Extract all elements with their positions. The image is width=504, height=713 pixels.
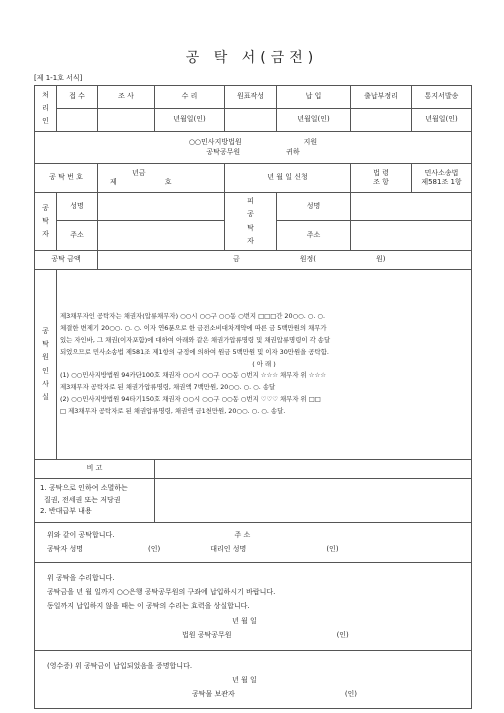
depositee-address-label: 주소 xyxy=(277,221,351,251)
court-block xyxy=(35,132,472,164)
remarks-field[interactable] xyxy=(155,460,472,479)
deposit-form xyxy=(34,85,472,709)
cell-receipt[interactable] xyxy=(57,109,98,132)
signature-block: 위와 같이 공탁합니다. 주 소 공탁자 성명 (인) 대리인 성명 (인) xyxy=(35,523,472,563)
remarks-label: 비 고 xyxy=(35,460,155,479)
header-cashbook: 출납부정리 xyxy=(351,86,412,109)
agent-signature[interactable]: 대리인 성명 xyxy=(210,544,247,553)
header-investigation: 조 사 xyxy=(98,86,155,109)
law-label: 법 령 조 항 xyxy=(351,164,412,193)
receipt-block: (영수증) 위 공탁금이 납입되었음을 증명합니다. 년 월 일 공탁물 보관자 (인) xyxy=(35,651,472,709)
court-honorific: 귀하 xyxy=(286,147,300,156)
court-name: ○○민사지방법원 xyxy=(188,138,242,147)
processing-side-label: 처 리 인 xyxy=(35,86,57,132)
form-number: [제 1-1호 서식] xyxy=(34,74,83,82)
acceptance-block: 위 공탁을 수리합니다. 공탁금을 년 월 일까지 ○○은행 공탁공무원의 구좌에 납입하시기 바랍니다. 동일까지 납입하지 않을 때는 이 공탁의 수리는 효력을 상실합니다. 년 월 일 법원 공탁공무원 (인) xyxy=(35,563,472,651)
deposit-number-label: 공 탁 번 호 xyxy=(35,164,98,193)
depositor-side-label: 공 탁 자 xyxy=(35,193,57,251)
page-title: 공 탁 서(금전) xyxy=(185,50,319,66)
depositor-address-field[interactable] xyxy=(98,221,225,251)
cell-investigation[interactable] xyxy=(98,109,155,132)
header-ledger: 원표작성 xyxy=(225,86,277,109)
notice-date[interactable]: 년월일(인) xyxy=(412,109,472,132)
remarks-detail-field[interactable] xyxy=(155,479,472,523)
depositor-name-field[interactable] xyxy=(98,193,225,221)
payment-date[interactable]: 년월일(인) xyxy=(277,109,351,132)
custodian: 공탁물 보관자 xyxy=(192,689,235,698)
amount-field[interactable]: 금 원정( 원) xyxy=(98,251,472,270)
depositor-name-label: 성명 xyxy=(57,193,98,221)
cell-cashbook[interactable] xyxy=(351,109,412,132)
remarks-items: 1. 공탁으로 인하여 소멸하는 질권, 전세권 또는 저당권 2. 반대급부 내용 xyxy=(35,479,155,523)
deposit-number-field[interactable]: 년금 제 호 xyxy=(98,164,225,193)
header-payment: 납 입 xyxy=(277,86,351,109)
depositor-address-label: 주소 xyxy=(57,221,98,251)
court-branch: 지원 xyxy=(303,138,318,147)
header-receipt: 접 수 xyxy=(57,86,98,109)
depositee-name-label: 성명 xyxy=(277,193,351,221)
header-notice: 통지서발송 xyxy=(412,86,472,109)
cell-ledger[interactable] xyxy=(225,109,277,132)
depositee-address-field[interactable] xyxy=(351,221,472,251)
depositee-name-field[interactable] xyxy=(351,193,472,221)
cause-side-label: 공 탁 원 인 사 실 xyxy=(35,270,57,460)
acceptance-date[interactable]: 년월일(인) xyxy=(155,109,225,132)
application-date[interactable]: 년 월 일 신청 xyxy=(225,164,351,193)
amount-label: 공탁 금액 xyxy=(35,251,98,270)
depositor-signature[interactable]: 공탁자 성명 xyxy=(47,544,84,553)
depositee-side-label: 피 공 탁 자 xyxy=(225,193,277,251)
court-officer: 공탁공무원 xyxy=(206,147,241,156)
header-acceptance: 수 리 xyxy=(155,86,225,109)
acceptance-officer: 법원 공탁공무원 xyxy=(182,631,232,640)
cause-text: 제3채무자인 공탁자는 채권자(압류채무자) ○○시 ○○구 ○○동 ○번지 □□□간 20○○. ○. ○. 체결한 변제기 20○○. ○. ○. 이자 연6푼으로 한 금전소비대차계약에 따른 금 5백만원의 채무가 있는 자인바, 그 채권(이자포함)에 대하여 아래와 같은 채권가압류명령 및 채권압류명령이 각 송달 되었으므로 민사소송법 제581조 제1항의 규정에 의하여 원금 5백만원 및 이자 30만원을 공탁함. ( 아 래 ) (1) ○○민사지방법원 94카단100호 채권자 ○○시 ○○구 ○○동 ○번지 ☆☆☆ 채무자 위 ☆☆☆ 제3채무자 공탁자로 된 채권가압류명령, 채권액 7백만원, 20○○. ○. ○. 송달 (2) ○○민사지방법원 94타기150호 채권자 ○○시 ○○구 ○○동 ○번지 ♡♡♡ 채무자 위 □□ □ 제3채무자 공탁자로 된 채권압류명령, 채권액 금1천만원, 20○○. ○. ○. 송달. xyxy=(57,270,472,460)
law-value: 민사소송법 제581조 1항 xyxy=(412,164,472,193)
